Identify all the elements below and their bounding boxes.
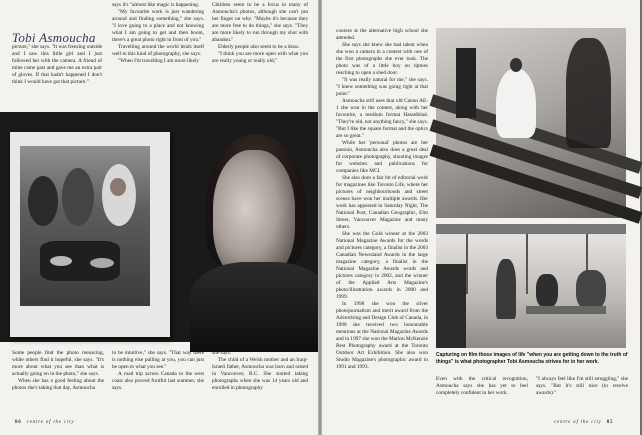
right-folio-label: centre of the city	[554, 420, 602, 425]
photo-caption: Capturing on film those images of life "when you are getting down to the truth of things" is what photographer Tobi Asmoucha strives for in her work.	[436, 352, 628, 365]
paragraph: "I always feel like I'm still struggling," she says. "But it's still nice (to receive awards)."	[536, 376, 628, 396]
right-folio	[554, 420, 616, 425]
paragraph: picture," she says. "It was freezing outside and I saw this little girl and I just followed her with the camera. A friend of mine came past and gave me an extra pair of gloves. If that hadn't happened I don't think I would have got that picture."	[12, 44, 102, 85]
paragraph: The child of a Welsh mother and an Iraqi-Israeli father, Asmoucha was born and raised in Vancouver, B.C. She started taking photographs when she was 14 years old and enrolled in photography	[212, 357, 308, 391]
subject-face	[213, 150, 295, 280]
paragraph: "I think you are more open with what you are really young or really old,"	[212, 51, 308, 64]
article-headline: Tobi Asmoucha	[12, 30, 96, 45]
left-col-3	[212, 2, 308, 106]
left-page	[0, 0, 318, 435]
paragraph: Elderly people also seem to be a draw.	[218, 44, 300, 50]
paragraph: Travelling around the world lends itself well to this kind of photography, she says.	[112, 44, 204, 57]
paragraph: "When I'm travelling I am more likely	[118, 58, 200, 64]
staircase-photo	[436, 28, 626, 218]
paragraph: In 1998 she won the silver photojournalism and merit award from the Advertising and Design Club of Canada, in 1998 she received two honourable mentions at the National Magazine Awards and in 1997 she won the Marion McKenzie Best Photography award at the Toronto Outdoor Art Exhibition. She also won Studio Magazine's photographic award in 1991 and 1993.	[336, 301, 428, 370]
left-col-2	[112, 2, 204, 106]
left-col-1	[12, 44, 102, 104]
right-after-caption-col-1	[436, 376, 528, 416]
right-page-number: 85	[606, 420, 614, 425]
paragraph: Some people find the photo menacing, while others find it hopeful, she says. "It's more about what you see than what is actually going on in the photo," she says.	[12, 350, 104, 377]
paragraph: "It was really natural for me," she says. "I knew something was going right at that point."	[336, 77, 428, 97]
left-lower-col-3	[212, 350, 308, 416]
paragraph: When she has a good feeling about the photos she's taking that day, Asmoucha	[12, 378, 104, 391]
paragraph: says it's "almost like magic is happening.	[112, 2, 200, 8]
left-folio-label: centre of the city	[26, 420, 75, 425]
left-lower-col-2	[112, 350, 204, 416]
paragraph: she says.	[212, 350, 231, 356]
paragraph: to be intuitive," she says. "That way there is nothing else pulling at you, you can just be open to what you see."	[112, 350, 204, 370]
paragraph: Asmoucha still uses that old Canon AE-1 she won in the contest, along with her favourite, a medium format Hasselblad. "They're old, not anything fancy," she says. "But I like the square format and the optics are so great."	[336, 98, 428, 139]
paragraph: While her 'personal' photos are her passion, Asmoucha also does a great deal of corporate photography, shooting images for websites and publications for companies like MCI.	[336, 140, 428, 174]
right-after-caption-col-2	[536, 376, 628, 416]
paragraph: She also does a fair bit of editorial work for magazines like Toronto Life, where her pictures of neighbourhoods and street scenes have won her multiple awards. Her work has appeared in Saturday Night, The National Post, Canadian Geographic, Elm Street, Vancouver Magazine and many others.	[336, 175, 428, 230]
paragraph: She says she knew she had talent when she won a camera in a contest with one of the first photographs she ever took. The photo was of a little boy on tiptoes reaching to open a shed door.	[336, 42, 428, 76]
left-lower-col-1	[12, 350, 104, 416]
paragraph: Even with the critical recognition, Asmoucha says she has yet to feel completely confident in her work.	[436, 376, 528, 396]
diner-photo	[436, 224, 626, 348]
left-page-number: 86	[15, 420, 22, 425]
left-folio	[12, 420, 74, 425]
held-print-photo	[20, 146, 150, 306]
paragraph: Children seem to be a focus in many of Asmoucha's photos, although she can't put her finger on why. "Maybe it's because they are more free to do things," she says. "They are more likely to run through my shot with abandon."	[212, 2, 308, 43]
paragraph: She was the Gold winner at the 2003 National Magazine Awards for the words and pictures category, a finalist in the 2003 Canadian Newsstand Awards in the large magazine category, a finalist in the National Magazine Awards words and pictures category in 2002, and the winner of the Applied Arts Magazine's photo/illustration awards in 2000 and 1999.	[336, 231, 428, 300]
paragraph: "My favourite work is just wandering around and finding something," she says. "I love going to a place and not knowing what I am going to get and then boom, there's a great photo right in front of you."	[112, 9, 204, 43]
portrait-photo	[0, 112, 318, 342]
paragraph: A road trip across Canada to the west coast also proved fruitful last summer, she says.	[112, 371, 204, 391]
paragraph: courses at the alternative high school she attended.	[336, 28, 428, 41]
subject-shoulder	[190, 262, 330, 352]
right-col-1	[336, 28, 428, 370]
